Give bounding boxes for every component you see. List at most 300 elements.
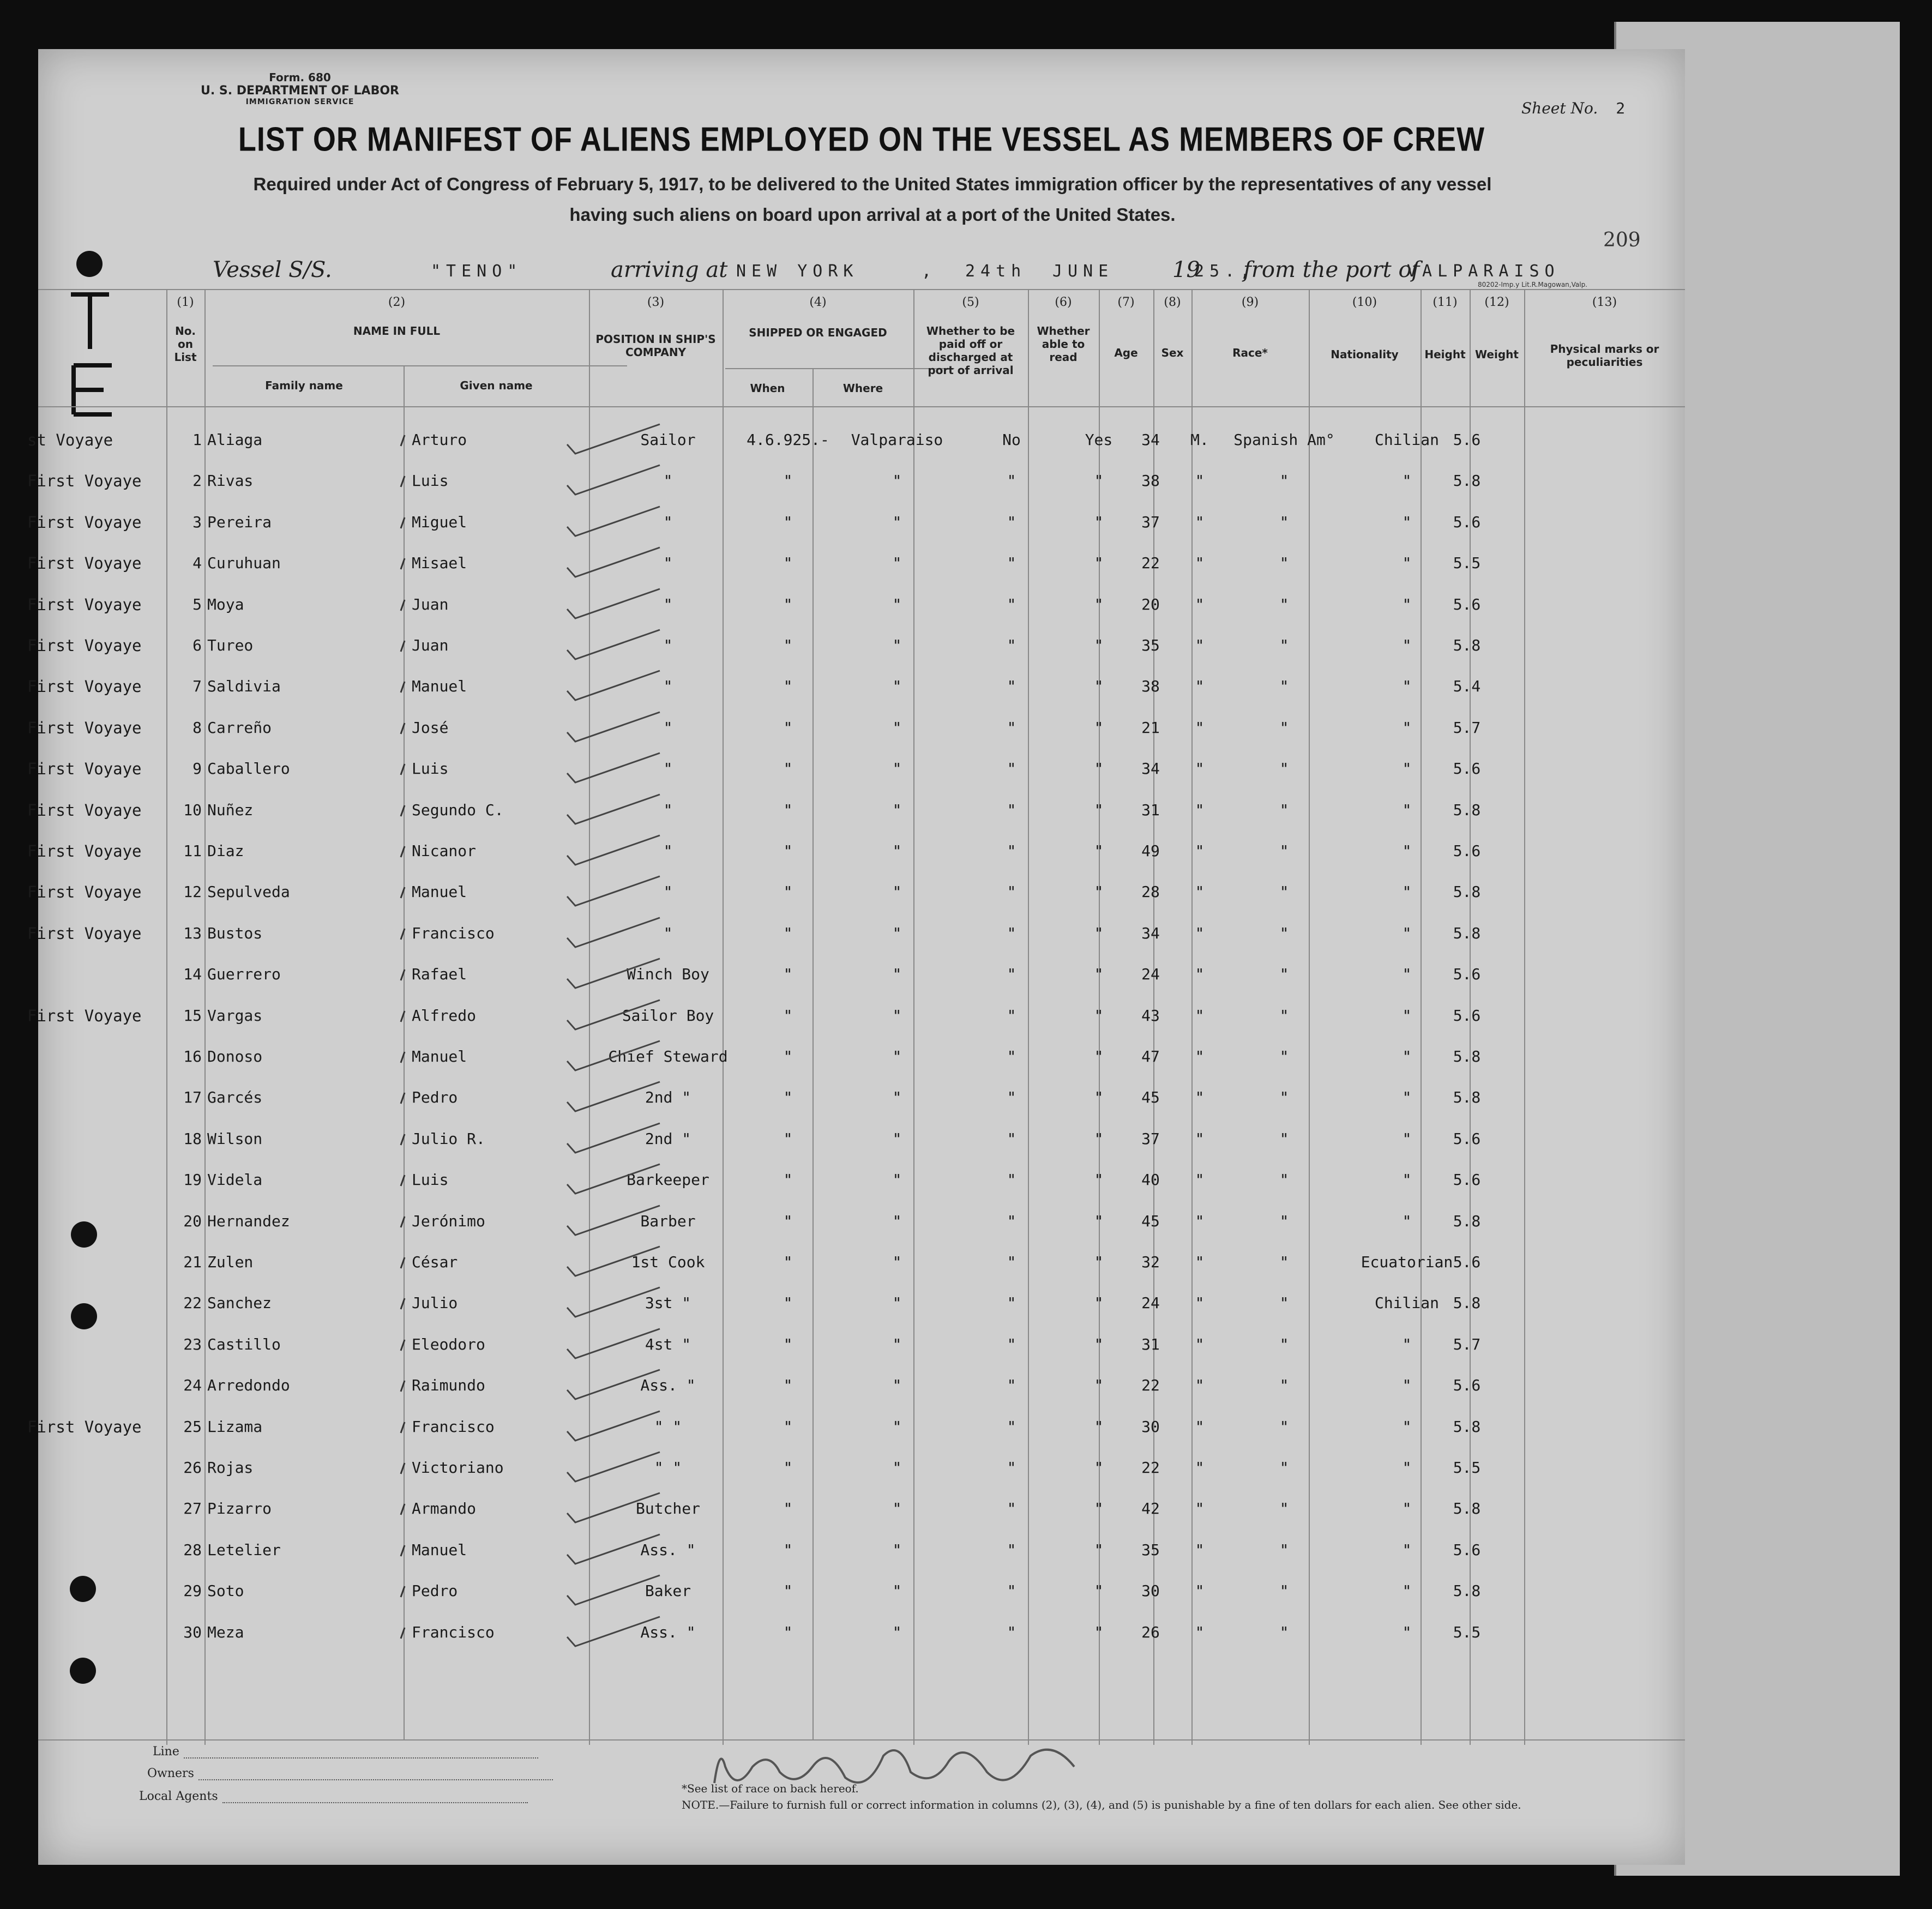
shipped-when: " (783, 924, 793, 942)
shipped-where: " (892, 1129, 902, 1148)
table-row (38, 1623, 1685, 1661)
margin-note: First Voyaye (27, 1006, 142, 1025)
family-name: Saldivia (207, 677, 281, 696)
table-row (38, 1253, 1685, 1291)
sex: " (1195, 1006, 1205, 1025)
family-name: Garcés (207, 1088, 263, 1107)
nationality: " (1402, 842, 1412, 860)
name-sub-rule (213, 365, 627, 366)
nationality: Chilian (1374, 431, 1439, 449)
sex: " (1195, 718, 1205, 737)
family-name: Pereira (207, 513, 272, 531)
family-name: Bustos (207, 924, 263, 942)
table-row (27, 924, 1685, 962)
check-mark (562, 954, 671, 992)
shipped-when: " (783, 554, 793, 573)
paid-off: No (1002, 431, 1021, 449)
given-name: Julio (412, 1294, 458, 1312)
paid-off: " (1007, 554, 1016, 573)
department-name: U. S. DEPARTMENT OF LABOR (201, 84, 399, 98)
height: 5.6 (1453, 1376, 1481, 1395)
family-name: Lizama (207, 1417, 263, 1436)
age: 34 (1141, 924, 1160, 942)
shipped-when: " (783, 1540, 793, 1559)
page-title: LIST OR MANIFEST OF ALIENS EMPLOYED ON THE VESSEL AS MEMBERS OF CREW (238, 121, 1485, 159)
given-name: Segundo C. (412, 800, 504, 819)
paid-off: " (1007, 760, 1016, 778)
list-number: 29 (183, 1582, 202, 1600)
age: 35 (1141, 636, 1160, 654)
tick-mark (398, 1132, 409, 1148)
paid-off: " (1007, 472, 1016, 490)
paid-off: " (1007, 1376, 1016, 1395)
given-name: Luis (412, 760, 449, 778)
height: 5.8 (1453, 924, 1481, 942)
tick-mark (398, 1296, 409, 1312)
able-to-read: " (1094, 800, 1104, 819)
nationality: " (1402, 1500, 1412, 1518)
header-when: When (750, 382, 785, 395)
nationality: " (1402, 800, 1412, 819)
height: 5.5 (1453, 554, 1481, 573)
nationality: " (1402, 1376, 1412, 1395)
able-to-read: " (1094, 1540, 1104, 1559)
check-mark (562, 790, 671, 828)
paid-off: " (1007, 1006, 1016, 1025)
list-number: 1 (192, 431, 202, 449)
height: 5.6 (1453, 431, 1481, 449)
able-to-read: " (1094, 718, 1104, 737)
check-mark (562, 1201, 671, 1239)
table-row (27, 760, 1685, 798)
family-name: Hernandez (207, 1212, 290, 1230)
shipped-where: " (892, 1417, 902, 1436)
height: 5.8 (1453, 1088, 1481, 1107)
check-mark (562, 1242, 671, 1280)
col-number: (1) (177, 296, 194, 309)
sex: " (1195, 1376, 1205, 1395)
able-to-read: " (1094, 636, 1104, 654)
form-identifier (174, 71, 425, 106)
sex: " (1195, 1088, 1205, 1107)
sex: " (1195, 513, 1205, 531)
able-to-read: " (1094, 595, 1104, 613)
sex: " (1195, 1335, 1205, 1353)
sex: " (1195, 800, 1205, 819)
shipped-where: " (892, 1171, 902, 1189)
punch-hole (76, 251, 103, 277)
sex: " (1195, 554, 1205, 573)
tick-mark (398, 598, 409, 614)
shipped-where: " (892, 1006, 902, 1025)
tick-mark (398, 1009, 409, 1025)
nationality: " (1402, 1623, 1412, 1641)
margin-note: First Voyaye (27, 842, 142, 860)
paid-off: " (1007, 1129, 1016, 1148)
table-row (38, 965, 1685, 1003)
check-mark (562, 625, 671, 664)
shipped-where: " (892, 1253, 902, 1271)
family-name: Nuñez (207, 800, 254, 819)
age: 34 (1141, 431, 1160, 449)
sex: M. (1190, 431, 1209, 449)
given-name: Raimundo (412, 1376, 485, 1395)
age: 24 (1141, 1294, 1160, 1312)
able-to-read: " (1094, 554, 1104, 573)
tick-mark (398, 1461, 409, 1477)
height: 5.6 (1453, 595, 1481, 613)
shipped-when: " (783, 1417, 793, 1436)
arrival-port: NEW YORK (736, 262, 859, 281)
shipped-when: " (783, 1582, 793, 1600)
check-mark (562, 666, 671, 704)
given-name: Alfredo (412, 1006, 477, 1025)
shipped-when: " (783, 842, 793, 860)
sheet-number-value: 2 (1616, 99, 1626, 117)
shipped-where: " (892, 842, 902, 860)
tick-mark (398, 844, 409, 860)
list-number: 9 (192, 760, 202, 778)
margin-note: First Voyaye (27, 513, 142, 532)
shipped-when: " (783, 595, 793, 613)
race: Spanish Am° (1233, 431, 1335, 449)
header-where: Where (842, 382, 883, 395)
table-top-rule (38, 289, 1685, 290)
age: 35 (1141, 1540, 1160, 1559)
given-name: Eleodoro (412, 1335, 485, 1353)
margin-note: First Voyaye (27, 636, 142, 655)
age: 49 (1141, 842, 1160, 860)
race: " (1279, 1376, 1289, 1395)
shipped-when: " (783, 883, 793, 901)
given-name: José (412, 718, 449, 737)
family-name: Caballero (207, 760, 290, 778)
family-name: Sepulveda (207, 883, 290, 901)
subtitle-line-2: having such aliens on board upon arrival at a port of the United States. (569, 204, 1176, 225)
sex: " (1195, 1623, 1205, 1641)
position: " (663, 883, 673, 901)
position: Winch Boy (627, 965, 709, 984)
paid-off: " (1007, 513, 1016, 531)
sex: " (1195, 924, 1205, 942)
subtitle (164, 169, 1581, 230)
tick-mark (398, 1214, 409, 1231)
margin-note: First Voyaye (27, 677, 142, 696)
family-name: Meza (207, 1623, 244, 1641)
list-number: 30 (183, 1623, 202, 1641)
shipped-where: " (892, 1582, 902, 1600)
paid-off: " (1007, 718, 1016, 737)
sex: " (1195, 883, 1205, 901)
nationality: " (1402, 883, 1412, 901)
header-given-name: Given name (460, 379, 533, 392)
col-number: (7) (1117, 296, 1135, 309)
height: 5.8 (1453, 472, 1481, 490)
shipped-when: " (783, 1459, 793, 1477)
race: " (1279, 1500, 1289, 1518)
race: " (1279, 1129, 1289, 1148)
race: " (1279, 1540, 1289, 1559)
nationality: " (1402, 1582, 1412, 1600)
family-name: Carreño (207, 718, 272, 737)
tick-mark (398, 1420, 409, 1436)
list-number: 17 (183, 1088, 202, 1107)
sex: " (1195, 636, 1205, 654)
shipped-where: " (892, 1459, 902, 1477)
list-number: 23 (183, 1335, 202, 1353)
position: Ass. " (640, 1623, 696, 1641)
paid-off: " (1007, 1459, 1016, 1477)
nationality: " (1402, 472, 1412, 490)
able-to-read: " (1094, 1006, 1104, 1025)
paid-off: " (1007, 1212, 1016, 1230)
height: 5.6 (1453, 842, 1481, 860)
race: " (1279, 1212, 1289, 1230)
paid-off: " (1007, 1253, 1016, 1271)
tick-mark (398, 1625, 409, 1642)
race: " (1279, 1047, 1289, 1065)
height: 5.6 (1453, 1171, 1481, 1189)
table-row (27, 718, 1685, 757)
shipped-where: " (892, 595, 902, 613)
header-sex: Sex (1161, 346, 1184, 359)
shipped-when: " (783, 1088, 793, 1107)
subtitle-line-1: Required under Act of Congress of February 5, 1917, to be delivered to the United States immigration officer by the representatives of any vessel (253, 174, 1492, 194)
position: Chief Steward (608, 1047, 728, 1065)
paid-off: " (1007, 842, 1016, 860)
able-to-read: " (1094, 1171, 1104, 1189)
table-row (38, 1212, 1685, 1250)
position: " " (654, 1459, 682, 1477)
race: " (1279, 1623, 1289, 1641)
age: 38 (1141, 472, 1160, 490)
list-number: 12 (183, 883, 202, 901)
family-name: Guerrero (207, 965, 281, 984)
sex: " (1195, 1129, 1205, 1148)
col-number: (9) (1241, 296, 1259, 309)
position: " (663, 595, 673, 613)
height: 5.8 (1453, 1047, 1481, 1065)
race: " (1279, 883, 1289, 901)
family-name: Aliaga (207, 431, 263, 449)
nationality: " (1402, 513, 1412, 531)
given-name: Manuel (412, 1047, 467, 1065)
nationality: Chilian (1374, 1294, 1439, 1312)
shipped-where: " (892, 924, 902, 942)
race-note: *See list of race on back hereof. (682, 1782, 859, 1795)
family-name: Videla (207, 1171, 263, 1189)
nationality: Ecuatorian (1361, 1253, 1453, 1271)
family-name: Soto (207, 1582, 244, 1600)
year-prefix: 19 (1172, 257, 1200, 282)
punch-hole (70, 1658, 96, 1684)
position: 2nd " (645, 1129, 691, 1148)
list-number: 2 (192, 472, 202, 490)
age: 43 (1141, 1006, 1160, 1025)
age: 47 (1141, 1047, 1160, 1065)
nationality: " (1402, 554, 1412, 573)
position: 4st " (645, 1335, 691, 1353)
position: Sailor (640, 431, 696, 449)
position: " (663, 554, 673, 573)
family-name: Curuhuan (207, 554, 281, 573)
race: " (1279, 595, 1289, 613)
nationality: " (1402, 1047, 1412, 1065)
age: 22 (1141, 1376, 1160, 1395)
check-mark (562, 1037, 671, 1075)
age: 34 (1141, 760, 1160, 778)
table-row (38, 1459, 1685, 1497)
shipped-where: " (892, 554, 902, 573)
table-row (27, 636, 1685, 675)
given-name: Manuel (412, 1540, 467, 1559)
shipped-when: " (783, 760, 793, 778)
height: 5.7 (1453, 718, 1481, 737)
able-to-read: " (1094, 883, 1104, 901)
manifest-sheet (27, 49, 1685, 1865)
race: " (1279, 513, 1289, 531)
paid-off: " (1007, 1294, 1016, 1312)
check-mark (562, 1612, 671, 1651)
header-no-on-list: No. on List (174, 324, 197, 364)
shipped-where: " (892, 1047, 902, 1065)
age: 31 (1141, 800, 1160, 819)
age: 26 (1141, 1623, 1160, 1641)
col-number: (12) (1484, 296, 1509, 309)
sex: " (1195, 1212, 1205, 1230)
tick-mark (398, 967, 409, 984)
list-number: 24 (183, 1376, 202, 1395)
list-number: 15 (183, 1006, 202, 1025)
list-number: 5 (192, 595, 202, 613)
check-mark (562, 585, 671, 623)
race: " (1279, 718, 1289, 737)
shipped-where: " (892, 1294, 902, 1312)
tick-mark (398, 679, 409, 696)
tick-mark (398, 762, 409, 778)
col-number: (10) (1352, 296, 1377, 309)
list-number: 18 (183, 1129, 202, 1148)
shipped-where: " (892, 677, 902, 696)
margin-note: First Voyaye (27, 883, 142, 902)
family-name: Arredondo (207, 1376, 290, 1395)
age: 38 (1141, 677, 1160, 696)
height: 5.8 (1453, 800, 1481, 819)
shipped-where: " (892, 965, 902, 984)
position: " (663, 718, 673, 737)
shipped-where: " (892, 1088, 902, 1107)
tick-mark (398, 1502, 409, 1518)
able-to-read: " (1094, 1459, 1104, 1477)
given-name: Francisco (412, 1623, 495, 1641)
list-number: 14 (183, 965, 202, 984)
able-to-read: " (1094, 1047, 1104, 1065)
nationality: " (1402, 1459, 1412, 1477)
age: 21 (1141, 718, 1160, 737)
vessel-name: "TENO" (431, 262, 523, 281)
position: " " (654, 1417, 682, 1436)
check-mark (562, 708, 671, 746)
sex: " (1195, 1459, 1205, 1477)
margin-note: First Voyaye (27, 595, 142, 614)
check-mark (562, 1283, 671, 1321)
paid-off: " (1007, 1417, 1016, 1436)
paid-off: " (1007, 636, 1016, 654)
margin-note: First Voyaye (27, 1417, 142, 1436)
table-row (27, 842, 1685, 880)
height: 5.5 (1453, 1623, 1481, 1641)
race: " (1279, 1459, 1289, 1477)
col-number: (6) (1055, 296, 1072, 309)
check-mark (562, 1324, 671, 1363)
local-agents-label: Local Agents (139, 1790, 218, 1803)
height: 5.8 (1453, 1417, 1481, 1436)
check-mark (562, 913, 671, 952)
list-number: 26 (183, 1459, 202, 1477)
shipped-when: " (783, 1623, 793, 1641)
able-to-read: " (1094, 1582, 1104, 1600)
given-name: Arturo (412, 431, 467, 449)
given-name: Francisco (412, 1417, 495, 1436)
paid-off: " (1007, 1582, 1016, 1600)
check-mark (562, 461, 671, 499)
given-name: Julio R. (412, 1129, 485, 1148)
shipped-where: " (892, 636, 902, 654)
year-suffix: 25., (1194, 262, 1256, 281)
race: " (1279, 1006, 1289, 1025)
table-row (38, 1582, 1685, 1620)
col-number: (11) (1433, 296, 1458, 309)
col-number: (4) (809, 296, 827, 309)
able-to-read: " (1094, 842, 1104, 860)
departure-port: VALPARAISO (1407, 262, 1560, 281)
owners-field (147, 1767, 553, 1780)
table-row (27, 431, 1685, 469)
margin-note: st Voyaye (27, 431, 113, 449)
able-to-read: " (1094, 1129, 1104, 1148)
paid-off: " (1007, 1500, 1016, 1518)
sex: " (1195, 1500, 1205, 1518)
table-row (27, 595, 1685, 634)
paid-off: " (1007, 1047, 1016, 1065)
position: Ass. " (640, 1376, 696, 1395)
age: 42 (1141, 1500, 1160, 1518)
shipped-when: " (783, 1006, 793, 1025)
header-height: Height (1424, 348, 1466, 361)
table-row (27, 1006, 1685, 1045)
able-to-read: " (1094, 1500, 1104, 1518)
list-number: 21 (183, 1253, 202, 1271)
tick-mark (398, 803, 409, 820)
position: Sailor Boy (622, 1006, 714, 1025)
shipped-where: " (892, 1212, 902, 1230)
sex: " (1195, 1171, 1205, 1189)
age: 30 (1141, 1582, 1160, 1600)
shipped-when: 4.6.925.- (747, 431, 829, 449)
position: Ass. " (640, 1540, 696, 1559)
header-name-in-full: NAME IN FULL (353, 324, 441, 338)
height: 5.8 (1453, 1500, 1481, 1518)
col-number: (3) (647, 296, 665, 309)
table-row (27, 677, 1685, 715)
given-name: Jerónimo (412, 1212, 485, 1230)
header-age: Age (1114, 346, 1138, 359)
position: Butcher (635, 1500, 700, 1518)
age: 37 (1141, 513, 1160, 531)
age: 22 (1141, 554, 1160, 573)
position: " (663, 636, 673, 654)
tick-mark (398, 1338, 409, 1354)
